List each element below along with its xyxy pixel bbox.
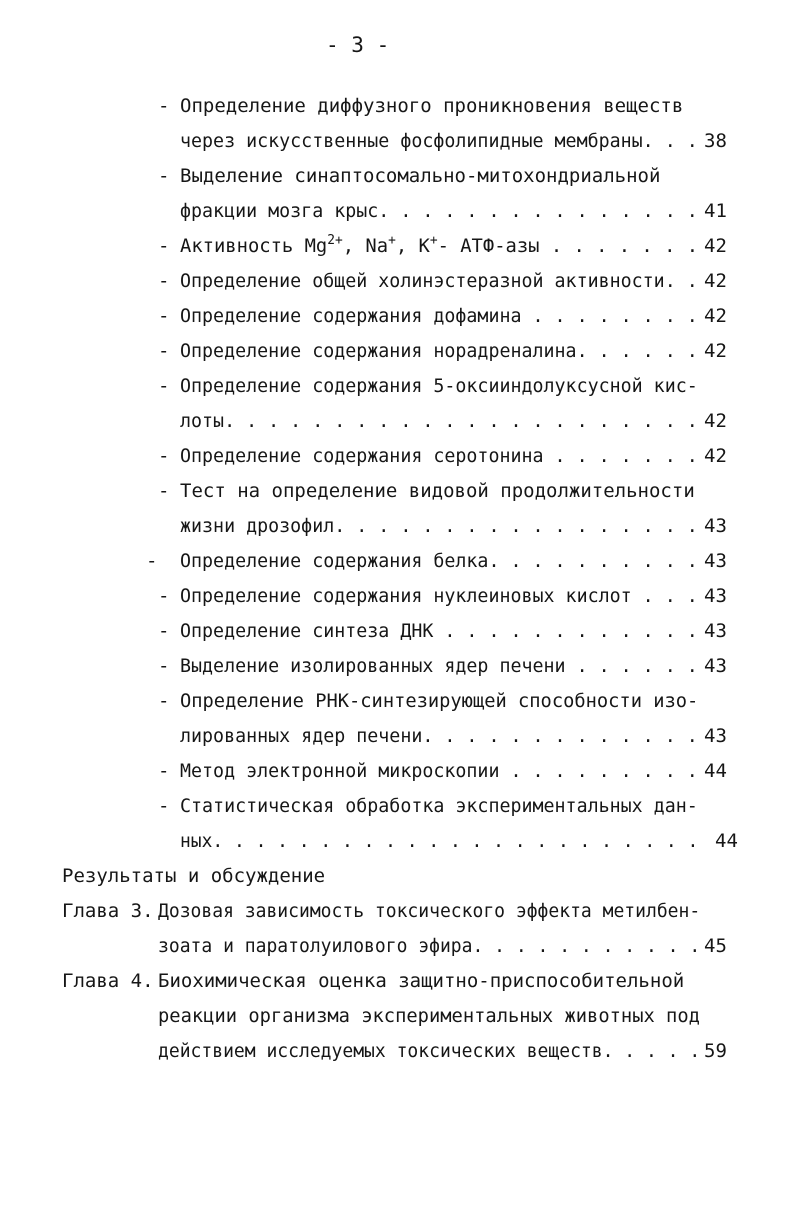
entry-text-line: лоты. . . . . . . . . . . . . . . . . . . . . . <box>180 410 698 432</box>
ion-symbol: K <box>418 235 430 257</box>
chapter-text-line: Биохимическая оценка защитно-приспособительной <box>158 970 685 992</box>
entry-page-number: 42 <box>704 235 727 257</box>
entry-text-line: лированных ядер печени. . . . . . . . . . . . . <box>180 725 698 747</box>
entry-text-line: Определение содержания нуклеиновых кислот . . . <box>180 585 698 607</box>
entry-text-line: Определение содержания белка. . . . . . . . . . <box>180 550 698 572</box>
entry-text-line: Определение содержания 5-оксииндолуксусной кис- <box>180 375 698 397</box>
entry-dash: - <box>158 235 170 257</box>
entry-dash: - <box>158 165 170 187</box>
entry-page-number: 42 <box>704 410 727 432</box>
section-heading: Результаты и обсуждение <box>62 865 326 887</box>
entry-dash: - <box>158 305 170 327</box>
entry-page-number: 44 <box>704 760 727 782</box>
chapter-page-number: 45 <box>704 935 727 957</box>
entry-text-line: Выделение изолированных ядер печени . . . . . . <box>180 655 698 677</box>
entry-text-line: Определение синтеза ДНК . . . . . . . . . . . . <box>180 620 698 642</box>
entry-dash: - <box>158 690 170 712</box>
entry-text-line: Определение содержания дофамина . . . . . . . . <box>180 305 698 327</box>
chapter-text-line: зоата и паратолуилового эфира. . . . . . . . . . . <box>158 935 701 957</box>
entry-page-number: 43 <box>704 550 727 572</box>
chapter-text-line: реакции организма экспериментальных животных под <box>158 1005 700 1027</box>
chapter-page-number: 59 <box>704 1040 727 1062</box>
entry-dash: - <box>158 620 170 642</box>
entry-text-line: Выделение синаптосомально-митохондриальной <box>180 165 661 187</box>
entry-page-number: 43 <box>704 620 727 642</box>
entry-page-number: 43 <box>704 655 727 677</box>
entry-text-line: Определение содержания норадреналина. . . . . . <box>180 340 698 362</box>
entry-text-line: Определение диффузного проникновения веществ <box>180 95 684 117</box>
ion-charge: + <box>388 233 396 248</box>
entry-dash: - <box>158 340 170 362</box>
ion-symbol: Na <box>365 235 389 257</box>
entry-text-line: через искусственные фосфолипидные мембраны. . . <box>180 130 698 152</box>
entry-dash: - <box>158 585 170 607</box>
entry-page-number: 42 <box>704 270 727 292</box>
entry-text-line: Определение РНК-синтезирующей способности изо- <box>180 690 699 712</box>
chapter-text-line: действием исследуемых токсических веществ. . . . . <box>158 1040 701 1062</box>
entry-dash: - <box>158 795 170 817</box>
entry-dash: - <box>158 760 170 782</box>
entry-text-line: ных. . . . . . . . . . . . . . . . . . . . . . . <box>180 830 699 852</box>
entry-text-line: Метод электронной микроскопии . . . . . . . . . <box>180 760 698 782</box>
entry-page-number: 44 <box>715 830 738 852</box>
chapter-label: Глава 3. <box>62 900 154 922</box>
chapter-text-line: Дозовая зависимость токсического эффекта метилбен- <box>158 900 701 922</box>
entry-text-line: жизни дрозофил. . . . . . . . . . . . . . . . . <box>180 515 698 537</box>
entry-dash: - <box>158 445 170 467</box>
entry-dash: - <box>158 375 170 397</box>
page-number: - 3 - <box>326 33 390 57</box>
entry-dash: - <box>158 95 170 117</box>
entry-page-number: 41 <box>704 200 727 222</box>
entry-page-number: 43 <box>704 585 727 607</box>
entry-dash: - <box>158 270 170 292</box>
entry-text-line: Активность $Mg^{2+}$, Na+, K+- АТФ-азы . . . . . . . <box>180 233 699 257</box>
entry-suffix: АТФ-азы . . . . . . . <box>460 235 699 257</box>
entry-text-line: Тест на определение видовой продолжительности <box>180 480 695 502</box>
entry-page-number: 42 <box>704 340 727 362</box>
ion-charge: 2+ <box>327 233 343 248</box>
entry-page-number: 43 <box>704 725 727 747</box>
entry-text-line: Определение общей холинэстеразной активности. . <box>180 270 698 292</box>
ion-symbol: Mg <box>304 235 328 257</box>
entry-page-number: 43 <box>704 515 727 537</box>
entry-text-line: Статистическая обработка экспериментальных дан- <box>180 795 698 817</box>
ion-charge: + <box>429 233 438 248</box>
entry-page-number: 42 <box>704 445 727 467</box>
entry-dash: - <box>158 480 170 502</box>
entry-text-line: Определение содержания серотонина . . . . . . . <box>180 445 698 467</box>
entry-text-line: фракции мозга крыс. . . . . . . . . . . . . . . <box>180 200 698 222</box>
entry-page-number: 42 <box>704 305 727 327</box>
entry-dash: - <box>158 655 170 677</box>
chapter-label: Глава 4. <box>62 970 154 992</box>
entry-page-number: 38 <box>704 130 727 152</box>
entry-dash: - <box>146 550 158 572</box>
